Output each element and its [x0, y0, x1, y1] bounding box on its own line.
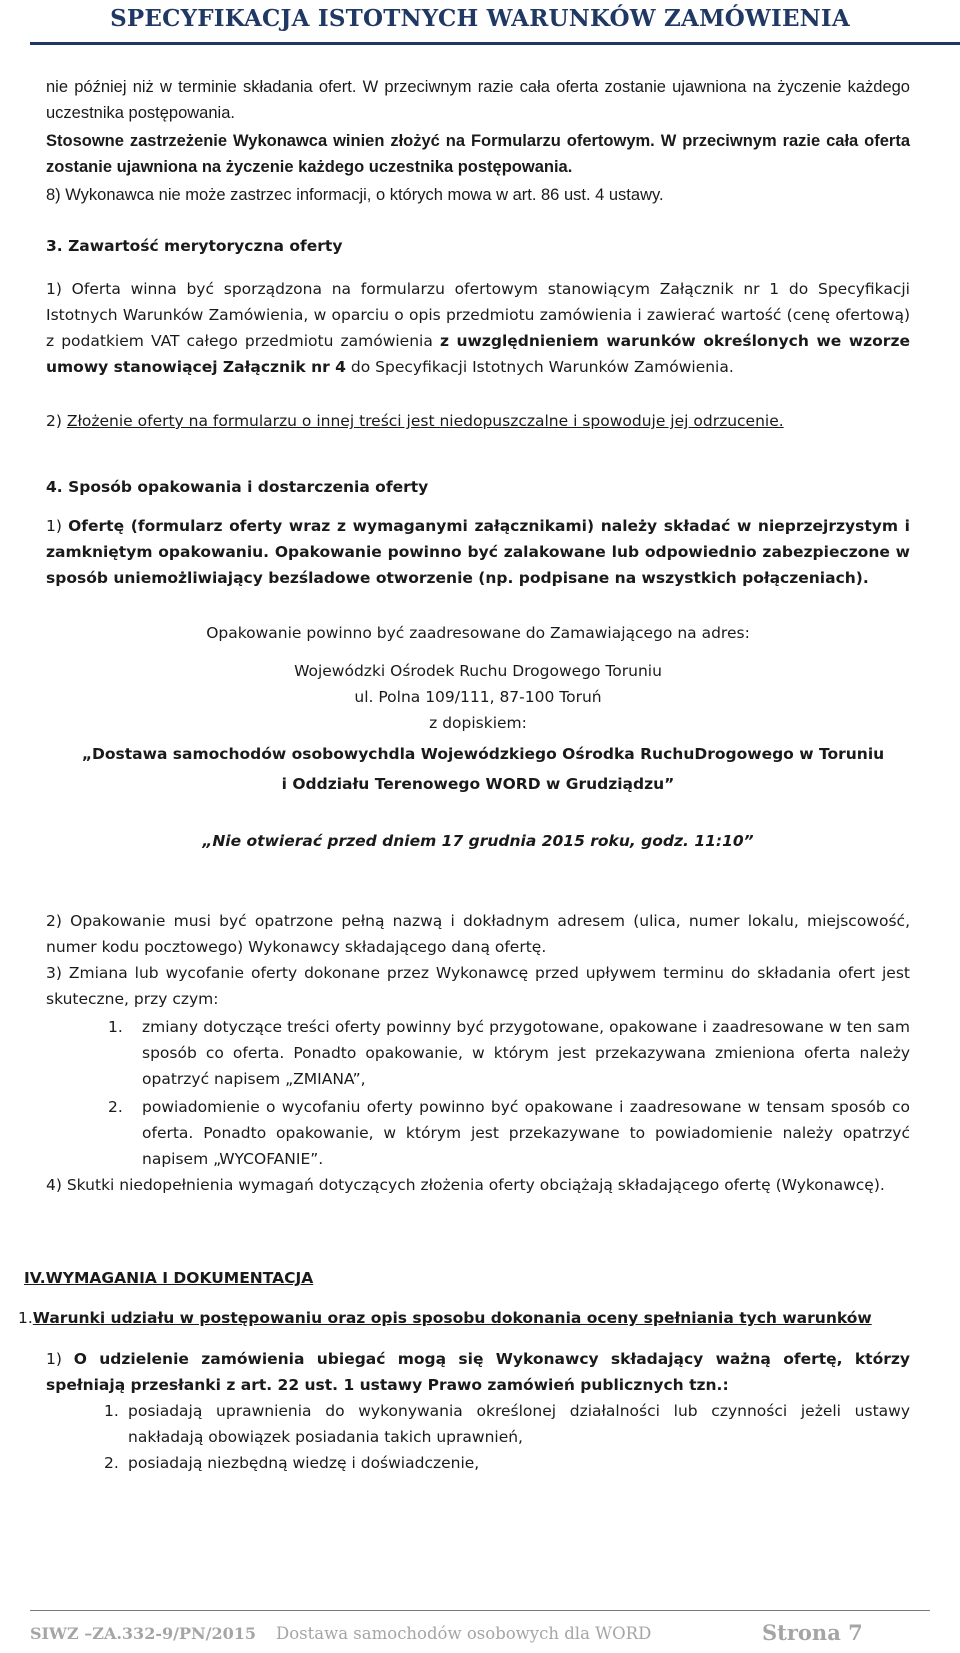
section-4-p1-number: 1) — [46, 517, 62, 535]
requirement-number-2: 2. — [104, 1454, 119, 1472]
address-intro: Opakowanie powinno być zaadresowane do Zamawiającego na adres: — [206, 624, 750, 642]
footer-subject: Dostawa samochodów osobowych dla WORD — [276, 1624, 652, 1643]
package-label-line-1: „Dostawa samochodów osobowychdla Wojewódzkiego Ośrodka RuchuDrogowego w Toruniu — [81, 745, 885, 763]
footer-reference: SIWZ –ZA.332-9/PN/2015 — [30, 1624, 256, 1643]
do-not-open-notice: „Nie otwierać przed dniem 17 grudnia 2015 roku, godz. 11:10” — [202, 832, 754, 850]
address-line-1: Wojewódzki Ośrodek Ruchu Drogowego Toruniu — [294, 662, 662, 680]
section-4-paragraph-3: 3) Zmiana lub wycofanie oferty dokonane przez Wykonawcę przed upływem terminu do składania ofert jest skuteczne, przy czym: — [46, 964, 910, 1008]
intro-paragraph-1: nie później niż w terminie składania ofert. W przeciwnym razie cała oferta zostanie ujawniona na życzenie każdego uczestnika postępowania. — [46, 78, 910, 122]
section-iv-sub-title: Warunki udziału w postępowaniu oraz opis sposobu dokonania oceny spełniania tych warunków — [32, 1309, 872, 1327]
section-3-paragraph-2 — [46, 408, 910, 434]
document-title: SPECYFIKACJA ISTOTNYCH WARUNKÓW ZAMÓWIENIA — [110, 5, 850, 32]
section-iv-p1-number: 1) — [46, 1350, 62, 1368]
package-label-line-2: i Oddziału Terenowego WORD w Grudziądzu” — [281, 775, 675, 793]
page-number: Strona 7 — [762, 1620, 863, 1645]
change-list-number-2: 2. — [108, 1098, 123, 1116]
section-3-p1-tail: do Specyfikacji Istotnych Warunków Zamówienia. — [350, 358, 734, 376]
section-3-paragraph-1 — [46, 276, 910, 380]
footer-divider — [30, 1610, 930, 1611]
header-divider — [30, 42, 960, 45]
intro-paragraph-3: 8) Wykonawca nie może zastrzec informacji, o których mowa w art. 86 ust. 4 ustawy. — [46, 186, 664, 204]
section-iv-paragraph-1 — [46, 1346, 910, 1398]
section-iv-sub-number: 1. — [18, 1309, 33, 1327]
address-line-3: z dopiskiem: — [429, 714, 527, 732]
section-3-heading: 3. Zawartość merytoryczna oferty — [46, 237, 343, 255]
section-4-paragraph-2: 2) Opakowanie musi być opatrzone pełną nazwą i dokładnym adresem (ulica, numer lokalu, miejscowość, numer kodu pocztowego) Wykonawcy składającego daną ofertę. — [46, 912, 910, 956]
section-3-p1-text: 1) Oferta winna być sporządzona na formularzu ofertowym stanowiącym Załącznik nr 1 do Specyfikacji Istotnych Warunków Zamówienia, w oparciu o opis przedmiotu zamówienia i zawierać wartość (cenę ofertową) z podatkiem VAT całego przedmiotu zamówienia — [46, 280, 910, 350]
address-line-2: ul. Polna 109/111, 87-100 Toruń — [354, 688, 602, 706]
requirement-item-2: posiadają niezbędną wiedzę i doświadczenie, — [128, 1454, 480, 1472]
requirement-item-1: posiadają uprawnienia do wykonywania określonej działalności lub czynności jeżeli ustawy nakładają obowiązek posiadania takich uprawnień, — [128, 1402, 910, 1446]
section-4-heading: 4. Sposób opakowania i dostarczenia oferty — [46, 478, 429, 496]
section-3-p1-bold: z uwzględnieniem warunków określonych we wzorze umowy stanowiącej Załącznik nr 4 — [46, 332, 910, 376]
section-4-paragraph-4: 4) Skutki niedopełnienia wymagań dotyczących złożenia oferty obciążają składającego ofertę (Wykonawcę). — [46, 1176, 885, 1194]
intro-paragraph-2: Stosowne zastrzeżenie Wykonawca winien złożyć na Formularzu ofertowym. W przeciwnym razie cała oferta zostanie ujawniona na życzenie każdego uczestnika postępowania. — [46, 132, 910, 176]
change-list-item-2: powiadomienie o wycofaniu oferty powinno być opakowane i zaadresowane w tensam sposób co oferta. Ponadto opakowanie, w którym jest przekazywane to powiadomienie należy opatrzyć napisem „WYCOFANIE”. — [142, 1098, 910, 1168]
section-3-p2-number: 2) — [46, 412, 62, 430]
page-header — [0, 0, 960, 48]
section-3-p2-text: Złożenie oferty na formularzu o innej treści jest niedopuszczalne i spowoduje jej odrzucenie. — [66, 412, 784, 430]
page-footer — [0, 1610, 960, 1653]
change-list-item-1: zmiany dotyczące treści oferty powinny być przygotowane, opakowane i zaadresowane w ten sam sposób co oferta. Ponadto opakowanie, w którym jest przekazywana zmieniona oferta należy opatrzyć napisem „ZMIANA”, — [142, 1018, 910, 1088]
change-list-number-1: 1. — [108, 1018, 123, 1036]
section-iv-heading: IV.WYMAGANIA I DOKUMENTACJA — [24, 1269, 314, 1287]
section-4-p1-bold: Ofertę (formularz oferty wraz z wymaganymi załącznikami) należy składać w nieprzejrzystym i zamkniętym opakowaniu. Opakowanie powinno być zalakowane lub odpowiednio zabezpieczone w sposób uniemożliwiający bezśladowe otworzenie (np. podpisane na wszystkich połączeniach). — [46, 517, 910, 587]
section-4-paragraph-1 — [46, 513, 910, 591]
requirement-number-1: 1. — [104, 1402, 119, 1420]
section-iv-p1-bold: O udzielenie zamówienia ubiegać mogą się Wykonawcy składający ważną ofertę, którzy spełniają przesłanki z art. 22 ust. 1 ustawy Prawo zamówień publicznych tzn.: — [46, 1350, 910, 1394]
section-iv-subheading — [18, 1305, 918, 1331]
